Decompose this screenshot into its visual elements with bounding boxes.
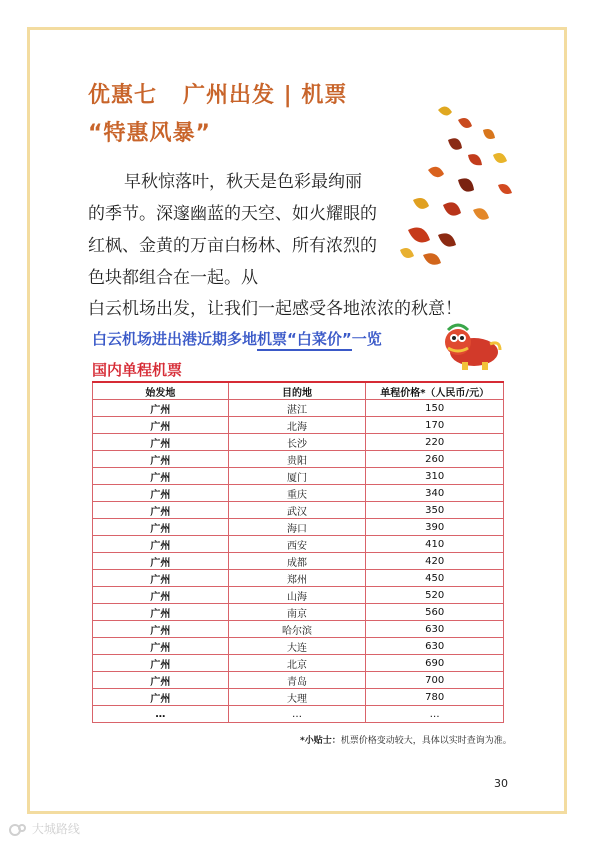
cell-destination: 青岛 xyxy=(228,672,366,689)
cell-destination: 哈尔滨 xyxy=(228,621,366,638)
page-subheading: “特惠风暴” xyxy=(88,121,211,146)
cell-destination: 重庆 xyxy=(228,485,366,502)
cell-destination: 海口 xyxy=(228,519,366,536)
watermark xyxy=(8,820,80,837)
section-title-prefix: 白云机场进出港近期多地 xyxy=(92,330,258,348)
cell-price: 170 xyxy=(366,417,504,434)
cell-destination: 长沙 xyxy=(228,434,366,451)
cell-origin: 广州 xyxy=(93,604,229,621)
cell-price: 390 xyxy=(366,519,504,536)
cell-destination: 北京 xyxy=(228,655,366,672)
page-heading xyxy=(88,78,347,109)
table-row xyxy=(93,519,504,536)
cell-origin: 广州 xyxy=(93,553,229,570)
section-title-suffix: 一览 xyxy=(351,330,382,348)
cell-origin: 广州 xyxy=(93,672,229,689)
table-row xyxy=(93,553,504,570)
table-row xyxy=(93,536,504,553)
table-row xyxy=(93,434,504,451)
intro-last-line: 白云机场出发，让我们一起感受各地浓浓的秋意！ xyxy=(88,299,462,319)
watermark-logo-icon xyxy=(8,823,28,837)
header-price: 单程价格*（人民币/元） xyxy=(366,382,504,400)
header-origin: 始发地 xyxy=(93,382,229,400)
table-row xyxy=(93,417,504,434)
tip-note xyxy=(300,733,512,746)
cell-destination: 厦门 xyxy=(228,468,366,485)
table-row xyxy=(93,451,504,468)
lion-dance-icon xyxy=(440,318,502,372)
cell-destination: 成都 xyxy=(228,553,366,570)
table-row xyxy=(93,485,504,502)
cell-price: 520 xyxy=(366,587,504,604)
cell-price: 310 xyxy=(366,468,504,485)
table-row xyxy=(93,672,504,689)
cell-origin: … xyxy=(93,706,229,723)
cell-price: 780 xyxy=(366,689,504,706)
cell-destination: 贵阳 xyxy=(228,451,366,468)
heading-offer-label: 优惠七 xyxy=(88,83,158,108)
cell-destination: 山海 xyxy=(228,587,366,604)
cell-destination: 北海 xyxy=(228,417,366,434)
cell-origin: 广州 xyxy=(93,519,229,536)
cell-price: 150 xyxy=(366,400,504,417)
cell-destination: 大连 xyxy=(228,638,366,655)
cell-origin: 广州 xyxy=(93,536,229,553)
cell-destination: 南京 xyxy=(228,604,366,621)
cell-origin: 广州 xyxy=(93,451,229,468)
table-row xyxy=(93,706,504,723)
cell-price: 260 xyxy=(366,451,504,468)
table-row xyxy=(93,655,504,672)
cell-destination: 武汉 xyxy=(228,502,366,519)
cell-price: … xyxy=(366,706,504,723)
cell-price: 350 xyxy=(366,502,504,519)
table-row xyxy=(93,604,504,621)
tip-label: *小贴士： xyxy=(300,736,341,746)
fare-table xyxy=(92,381,504,723)
heading-offer-title: 广州出发 | 机票 xyxy=(183,83,348,108)
cell-origin: 广州 xyxy=(93,570,229,587)
cell-origin: 广州 xyxy=(93,485,229,502)
cell-price: 700 xyxy=(366,672,504,689)
cell-destination: 郑州 xyxy=(228,570,366,587)
cell-origin: 广州 xyxy=(93,434,229,451)
cell-origin: 广州 xyxy=(93,400,229,417)
page-number: 30 xyxy=(494,777,508,790)
cell-origin: 广州 xyxy=(93,655,229,672)
watermark-text: 大城路线 xyxy=(31,822,80,836)
cell-destination: 西安 xyxy=(228,536,366,553)
cell-origin: 广州 xyxy=(93,587,229,604)
cell-price: 220 xyxy=(366,434,504,451)
cell-price: 340 xyxy=(366,485,504,502)
table-row xyxy=(93,587,504,604)
cell-price: 630 xyxy=(366,621,504,638)
cell-origin: 广州 xyxy=(93,638,229,655)
cell-origin: 广州 xyxy=(93,468,229,485)
leaf-icon xyxy=(400,106,512,264)
table-row xyxy=(93,689,504,706)
header-destination: 目的地 xyxy=(228,382,366,400)
cell-destination: 湛江 xyxy=(228,400,366,417)
intro-paragraph: 早秋惊落叶，秋天是色彩最绚丽的季节。深邃幽蓝的天空、如火耀眼的红枫、金黄的万亩白杨林、所有浓烈的色块都组合在一起。从 xyxy=(88,172,377,288)
table-row xyxy=(93,502,504,519)
cell-origin: 广州 xyxy=(93,689,229,706)
table-row xyxy=(93,638,504,655)
section-title xyxy=(92,328,382,349)
cell-price: 690 xyxy=(366,655,504,672)
cell-destination: 大理 xyxy=(228,689,366,706)
table-row xyxy=(93,400,504,417)
table-title: 国内单程机票 xyxy=(92,359,182,383)
cell-price: 410 xyxy=(366,536,504,553)
table-row xyxy=(93,468,504,485)
cell-price: 630 xyxy=(366,638,504,655)
table-header-row xyxy=(93,382,504,400)
tip-text: 机票价格变动较大，具体以实时查询为准。 xyxy=(340,736,512,746)
cell-price: 450 xyxy=(366,570,504,587)
table-row xyxy=(93,570,504,587)
cell-price: 420 xyxy=(366,553,504,570)
cell-destination: … xyxy=(228,706,366,723)
cell-price: 560 xyxy=(366,604,504,621)
cell-origin: 广州 xyxy=(93,417,229,434)
cell-origin: 广州 xyxy=(93,621,229,638)
autumn-leaves-illustration xyxy=(398,100,528,280)
section-title-highlight: 机票“白菜价” xyxy=(257,330,352,351)
cell-origin: 广州 xyxy=(93,502,229,519)
table-row xyxy=(93,621,504,638)
